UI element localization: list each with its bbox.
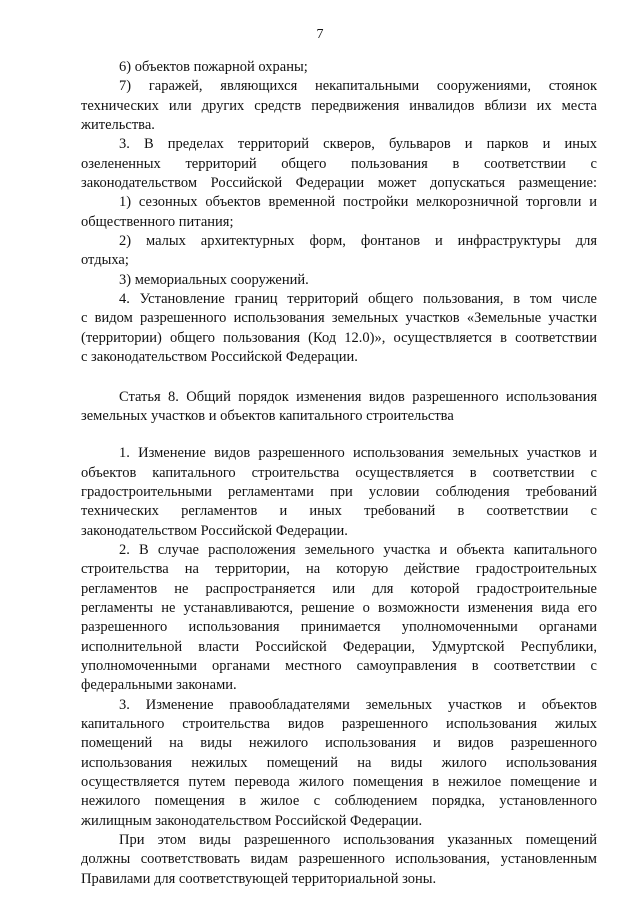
article-body: [81, 444, 597, 889]
list-items-block: [81, 58, 597, 368]
article-paragraph-3-text: осуществляется путем перевода жилого помещения в нежилое помещение и: [81, 774, 597, 791]
page-content: [81, 58, 597, 889]
paragraph-4-text: (территории) общего пользования (Код 12.0)», осуществляется в соответствии: [81, 329, 597, 346]
paragraph-3-text: 3. В пределах территорий скверов, бульваров и парков и иных: [119, 136, 597, 153]
paragraph-3-text: законодательством Российской Федерации может допускаться размещение:: [81, 175, 597, 192]
article-paragraph-1-text: объектов капитального строительства осуществляется в соответствии с: [81, 464, 597, 481]
list-item-7-text: технических или других средств передвижения инвалидов вблизи их места: [81, 97, 597, 114]
article-heading-line: земельных участков и объектов капитального строительства: [81, 407, 454, 424]
article-paragraph-2-text: разрешенного использования принимается уполномоченными органами: [81, 619, 597, 636]
article-paragraph-2-text: исполнительной власти Российской Федерации, Удмуртской Республики,: [81, 638, 597, 655]
sub-item-1-text: общественного питания;: [81, 213, 234, 230]
article-paragraph-4-text: Правилами для соответствующей территориальной зоны.: [81, 870, 437, 887]
article-paragraph-3-text: использования нежилых помещений на виды жилого использования: [81, 754, 597, 771]
paragraph-4-text: 4. Установление границ территорий общего пользования, в том числе: [119, 291, 597, 308]
article-paragraph-2-text: регламенты не устанавливаются, решение о возможности изменения вида его: [81, 599, 597, 616]
article-paragraph-2-text: федеральными законами.: [81, 677, 237, 694]
article-heading: [81, 388, 597, 427]
article-paragraph-3-text: капитального строительства видов разрешенного использования жилых: [81, 716, 597, 732]
list-item-6-text: 6) объектов пожарной охраны;: [119, 59, 308, 75]
article-paragraph-3-text: помещений на виды нежилого использования и видов разрешенного: [81, 735, 597, 752]
article-paragraph-2-text: 2. В случае расположения земельного участка и объекта капитального: [119, 541, 597, 558]
article-heading-line: Статья 8. Общий порядок изменения видов разрешенного использования: [119, 388, 597, 405]
article-paragraph-4-text: При этом виды разрешенного использования указанных помещений: [119, 832, 597, 849]
article-paragraph-2-text: регламентов не распространяется или для которой градостроительные: [81, 580, 597, 597]
article-paragraph-3-text: 3. Изменение правообладателями земельных участков и объектов: [119, 696, 597, 713]
article-paragraph-3-text: жилищным законодательством Российской Федерации.: [81, 812, 423, 829]
page-number: 7: [316, 27, 324, 42]
sub-item-3-text: 3) мемориальных сооружений.: [119, 271, 309, 288]
article-paragraph-1-text: 1. Изменение видов разрешенного использования земельных участков и: [119, 445, 597, 462]
paragraph-4-text: с законодательством Российской Федерации.: [81, 349, 358, 366]
article-paragraph-1-text: технических регламентов и иных требований в соответствии с: [81, 503, 597, 520]
article-paragraph-3-text: нежилого помещения в жилое с соблюдением порядка, установленного: [81, 793, 597, 810]
sub-item-1-text: 1) сезонных объектов временной постройки мелкорозничной торговли и: [119, 194, 597, 211]
list-item-7-text: жительства.: [81, 117, 155, 134]
section-spacer: [81, 426, 597, 444]
paragraph-3-text: озелененных территорий общего пользования в соответствии с: [81, 155, 597, 172]
article-paragraph-2-text: уполномоченными органами местного самоуправления в соответствии с: [81, 657, 597, 674]
article-paragraph-1-text: законодательством Российской Федерации.: [81, 522, 348, 539]
article-paragraph-4-text: должны соответствовать видам разрешенного использования, установленным: [81, 851, 597, 868]
article-paragraph-1-text: градостроительными регламентами при условии соблюдения требований: [81, 483, 597, 500]
paragraph-4-text: с видом разрешенного использования земельных участков «Земельные участки: [81, 310, 597, 327]
article-paragraph-2-text: строительства на территории, на которую действие градостроительных: [81, 561, 597, 578]
sub-item-2-text: отдыха;: [81, 252, 129, 269]
sub-item-2-text: 2) малых архитектурных форм, фонтанов и инфраструктуры для: [119, 233, 597, 250]
section-spacer: [81, 368, 597, 388]
list-item-7-text: 7) гаражей, являющихся некапитальными сооружениями, стоянок: [119, 78, 597, 95]
